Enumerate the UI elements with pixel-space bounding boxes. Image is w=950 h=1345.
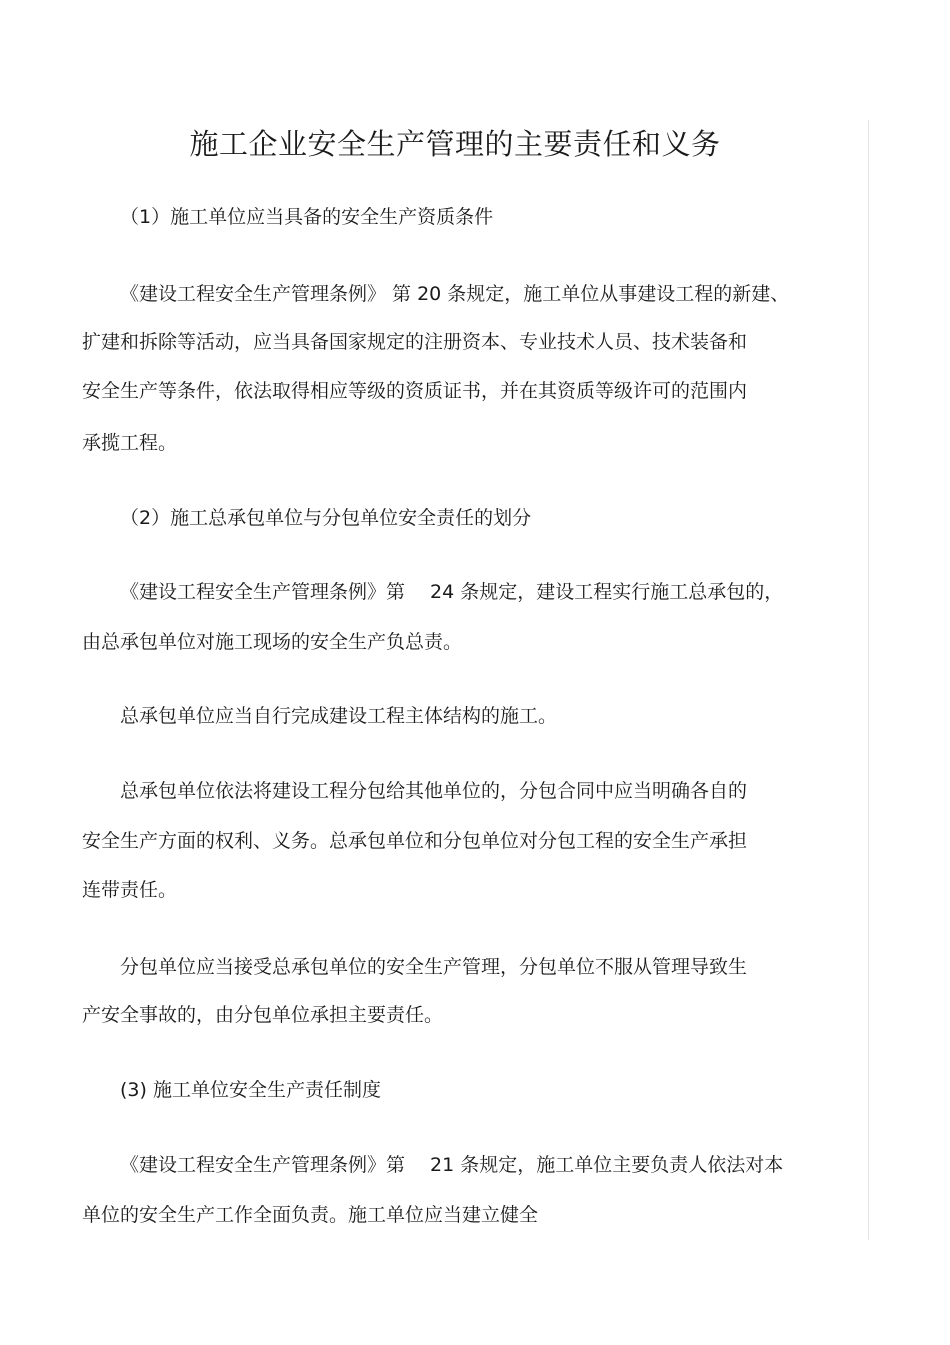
page-edge-divider <box>868 120 869 1240</box>
paragraph-line: 安全生产方面的权利、义务。总承包单位和分包单位对分包工程的安全生产承担 <box>82 830 748 852</box>
paragraph-line: 承揽工程。 <box>82 432 178 454</box>
paragraph-line: 总承包单位依法将建设工程分包给其他单位的，分包合同中应当明确各自的 <box>120 780 748 802</box>
paragraph-line: 总承包单位应当自行完成建设工程主体结构的施工。 <box>120 705 558 727</box>
paragraph-line: 分包单位应当接受总承包单位的安全生产管理，分包单位不服从管理导致生 <box>120 956 748 978</box>
paragraph-line: 《建设工程安全生产管理条例》第 21 条规定，施工单位主要负责人依法对本 <box>120 1154 784 1176</box>
paragraph-line: 连带责任。 <box>82 879 178 901</box>
section-heading-1: （1）施工单位应当具备的安全生产资质条件 <box>120 206 494 228</box>
paragraph-line: 《建设工程安全生产管理条例》 第 20 条规定，施工单位从事建设工程的新建、 <box>120 283 790 305</box>
paragraph-line: 扩建和拆除等活动，应当具备国家规定的注册资本、专业技术人员、技术装备和 <box>82 331 748 353</box>
paragraph-line: 单位的安全生产工作全面负责。施工单位应当建立健全 <box>82 1204 539 1226</box>
section-heading-2: （2）施工总承包单位与分包单位安全责任的划分 <box>120 507 532 529</box>
paragraph-line: 《建设工程安全生产管理条例》第 24 条规定，建设工程实行施工总承包的， <box>120 581 784 603</box>
section-heading-3: (3) 施工单位安全生产责任制度 <box>120 1079 381 1101</box>
paragraph-line: 产安全事故的，由分包单位承担主要责任。 <box>82 1004 444 1026</box>
paragraph-line: 安全生产等条件，依法取得相应等级的资质证书，并在其资质等级许可的范围内 <box>82 380 748 402</box>
paragraph-line: 由总承包单位对施工现场的安全生产负总责。 <box>82 631 463 653</box>
document-title: 施工企业安全生产管理的主要责任和义务 <box>189 127 721 161</box>
